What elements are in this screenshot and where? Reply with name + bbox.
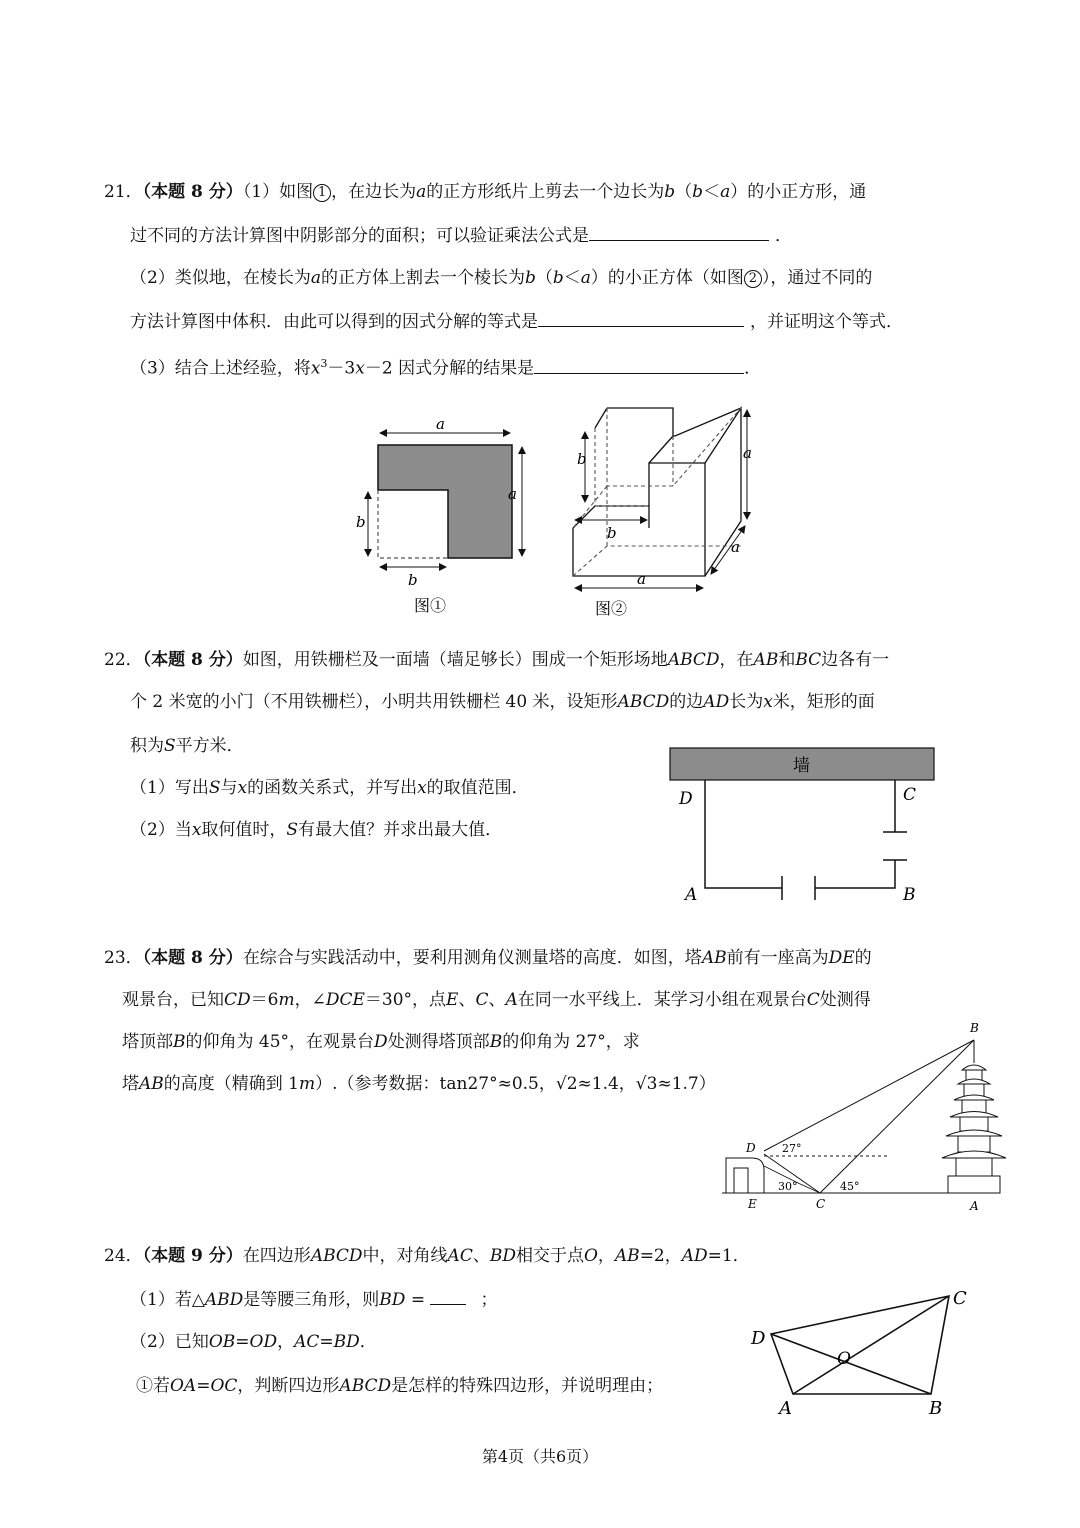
q24-line-1: 24．（本题 9 分）在四边形ABCD中，对角线AC、BD相交于点O，AB=2，AD=1． [104,1246,750,1266]
q21-line-4: 方法计算图中体积．由此可以得到的因式分解的等式是 ，并证明这个等式． [130,312,903,332]
diagonal-AC [793,1296,949,1394]
answer-blank[interactable] [534,357,744,374]
figure-2-cube-diagram [555,398,765,623]
q23-line-4: 塔AB的高度（精确到 1m）.（参考数据：tan27°≈0.5，√2≈1.4，√3≈1.7） [122,1074,716,1094]
fig-label-B: B [970,1021,979,1035]
q22-sub-2: （2）当x取何值时，S有最大值？并求出最大值． [130,820,503,840]
q24-quadrilateral-diagram [745,1282,985,1417]
fig1-label-a-top: a [436,415,445,433]
page-footer: 第4页（共6页） [481,1447,599,1466]
q23-line-1: 23．（本题 8 分）在综合与实践活动中，要利用测角仪测量塔的高度．如图，塔AB前有一座高为DE的 [104,948,872,968]
fig2-label-a-right: a [743,444,752,462]
quad-outline [771,1296,949,1394]
fig2-label-b-inner: b [607,524,617,542]
fig1-label-b-bottom: b [408,571,418,589]
q24-sub-2: （2）已知OB=OD，AC=BD． [130,1332,377,1352]
fig-label-D: D [679,789,693,809]
q21-line-5: （3）结合上述经验，将$x^3-3x-2$ 因式分解的结果是 ． [130,357,762,379]
fig1-caption: 图① [414,596,447,615]
fig-label-C: C [903,785,917,805]
figure-ref-2: 2 [744,270,762,288]
line-D-B [764,1040,974,1151]
q23-line-2: 观景台，已知CD＝6m，∠DCE＝30°，点E、C、A在同一水平线上．某学习小组在观景台C处测得 [122,990,871,1010]
fig-label-A: A [970,1199,979,1213]
figure-1-square-diagram [350,415,540,625]
fig-label-E: E [748,1197,757,1211]
q22-fence-diagram [665,740,955,910]
q24-sub-1: （1）若△ABD是等腰三角形，则BD = ； [130,1290,498,1310]
q23-line-3: 塔顶部B的仰角为 45°，在观景台D处测得塔顶部B的仰角为 27°，求 [122,1032,640,1052]
answer-blank[interactable] [538,310,744,327]
fig2-label-a-bottom: a [637,570,646,588]
q21-line-2: 过不同的方法计算图中阴影部分的面积；可以验证乘法公式是 ． [130,226,792,246]
fig-label-B: B [929,1398,943,1417]
fig1-label-b-left: b [356,513,366,531]
wall-label: 墙 [793,756,810,776]
q22-sub-1: （1）写出S与x的函数关系式，并写出x的取值范围． [130,778,529,798]
angle-45: 45° [840,1180,860,1193]
fig-label-D: D [751,1328,766,1349]
shaded-l-shape [378,445,512,558]
q23-tower-diagram [718,1018,1008,1218]
fig-label-C: C [816,1197,826,1211]
fig-label-O: O [837,1349,851,1369]
q22-line-3: 积为S平方米． [130,736,244,756]
fig-label-D: D [746,1141,756,1155]
fig-label-A: A [685,885,698,905]
fig2-label-b-left: b [577,450,587,468]
angle-30: 30° [778,1180,798,1193]
fig-label-A: A [779,1398,792,1417]
figure-ref-1: 1 [313,184,331,202]
fig1-label-a-right: a [508,485,517,503]
q24-sub-2-1: ①若OA=OC，判断四边形ABCD是怎样的特殊四边形，并说明理由； [136,1376,664,1396]
fig2-label-a-depth: a [731,538,740,556]
answer-blank[interactable] [589,224,769,241]
angle-27: 27° [782,1142,802,1155]
answer-blank[interactable] [430,1288,466,1305]
q21-line-1: 21．（本题 8 分）（1）如图 1 ，在边长为a的正方形纸片上剪去一个边长为b（b＜a）的小正方形，通 [104,182,867,202]
fig-label-C: C [953,1288,967,1309]
q22-line-2: 个 2 米宽的小门（不用铁栅栏），小明共用铁栅栏 40 米，设矩形ABCD的边AD长为x米，矩形的面 [130,692,875,712]
q22-line-1: 22．（本题 8 分）如图，用铁栅栏及一面墙（墙足够长）围成一个矩形场地ABCD，在AB和BC边各有一 [104,650,890,670]
fig-label-B: B [903,885,916,905]
q21-line-3: （2）类似地，在棱长为a的正方体上割去一个棱长为b（b＜a）的小正方体（如图 2 ），通过不同的 [130,268,873,288]
fig2-caption: 图② [595,599,628,618]
diagonal-BD [771,1334,931,1394]
